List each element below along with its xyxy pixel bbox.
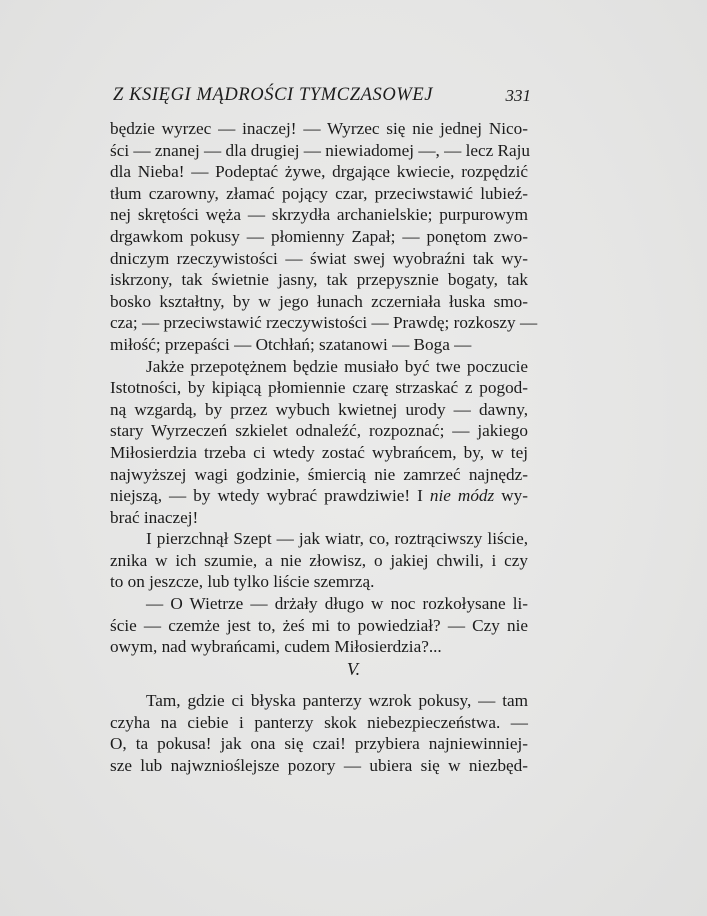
text-line: ści — znanej — dla drugiej — niewiadomej —, — lecz Raju: [110, 140, 531, 160]
text-line: Jakże przepotężnem będzie musiało być twe poczucie: [146, 356, 528, 376]
running-head: [113, 85, 531, 107]
page-number: 331: [505, 86, 531, 105]
text-line-with-italic: [110, 485, 528, 507]
text-line: Istotności, by kipiącą płomiennie czarę strzaskać z pogod-: [110, 378, 528, 398]
text-line: sze lub najwznioślejsze pozory — ubiera się w niezbęd-: [110, 755, 528, 775]
text-line: najwyższej wagi godzinie, śmiercią nie zamrzeć najnędz-: [110, 464, 528, 484]
text-line: tłum czarowny, złamać pojący czar, przeciwstawić lubieź-: [110, 183, 528, 203]
text-line: to on jeszcze, lub tylko liście szemrzą.: [110, 572, 375, 592]
italic-phrase: nie módz: [429, 486, 495, 506]
text-line: cza; — przeciwstawić rzeczywistości — Prawdę; rozkoszy —: [110, 313, 538, 333]
text-line: dla Nieba! — Podeptać żywe, drgające kwiecie, rozpędzić: [110, 162, 528, 182]
text-line: O, ta pokusa! jak ona się czai! przybiera najniewinniej-: [110, 734, 528, 754]
section-body-text: [110, 690, 528, 776]
text-line: bosko kształtny, by w jego łunach zczerniała łuska smo-: [110, 291, 528, 311]
text-line: czyha na ciebie i panterzy skok niebezpieczeństwa. —: [110, 712, 528, 732]
text-line: dniczym rzeczywistości — świat swej wyobraźni tak wy-: [110, 248, 528, 268]
text-segment: wy-: [494, 486, 528, 506]
text-line: brać inaczej!: [110, 507, 199, 527]
text-line: ną wzgardą, by przez wybuch kwietnej urody — dawny,: [110, 399, 528, 419]
text-line: I pierzchnął Szept — jak wiatr, co, roztrąciwszy liście,: [146, 529, 528, 549]
text-line: miłość; przepaści — Otchłań; szatanowi — Boga —: [110, 334, 472, 354]
text-line: Miłosierdzia trzeba ci wtedy zostać wybrańcem, by, w tej: [110, 442, 528, 462]
text-line: ście — czemże jest to, żeś mi to powiedział? — Czy nie: [110, 615, 528, 635]
text-line: Tam, gdzie ci błyska panterzy wzrok pokusy, — tam: [146, 691, 528, 710]
body-text: [110, 118, 538, 658]
text-line: iskrzony, tak świetnie jasny, tak przepysznie bogaty, tak: [110, 270, 528, 290]
chapter-title: Z KSIĘGI MĄDROŚCI TYMCZASOWEJ: [113, 85, 434, 105]
text-line: drgawkom pokusy — płomienny Zapał; — ponętom zwo-: [110, 226, 528, 246]
section-heading: V.: [346, 659, 361, 679]
text-line: — O Wietrze — drżały długo w noc rozkołysane li-: [146, 594, 528, 614]
text-line: stary Wyrzeczeń szkielet odnaleźć, rozpoznać; — jakiego: [110, 421, 528, 441]
text-line: nej skrętości węża — skrzydła archanielskie; purpurowym: [110, 205, 528, 225]
text-line: będzie wyrzec — inaczej! — Wyrzec się nie jednej Nico-: [110, 119, 528, 138]
text-line: znika w ich szumie, a nie złowisz, o jakiej chwili, i czy: [110, 550, 528, 570]
text-line: owym, nad wybrańcami, cudem Miłosierdzia?...: [110, 637, 442, 657]
text-segment: niejszą, — by wtedy wybrać prawdziwie! I: [110, 486, 430, 506]
